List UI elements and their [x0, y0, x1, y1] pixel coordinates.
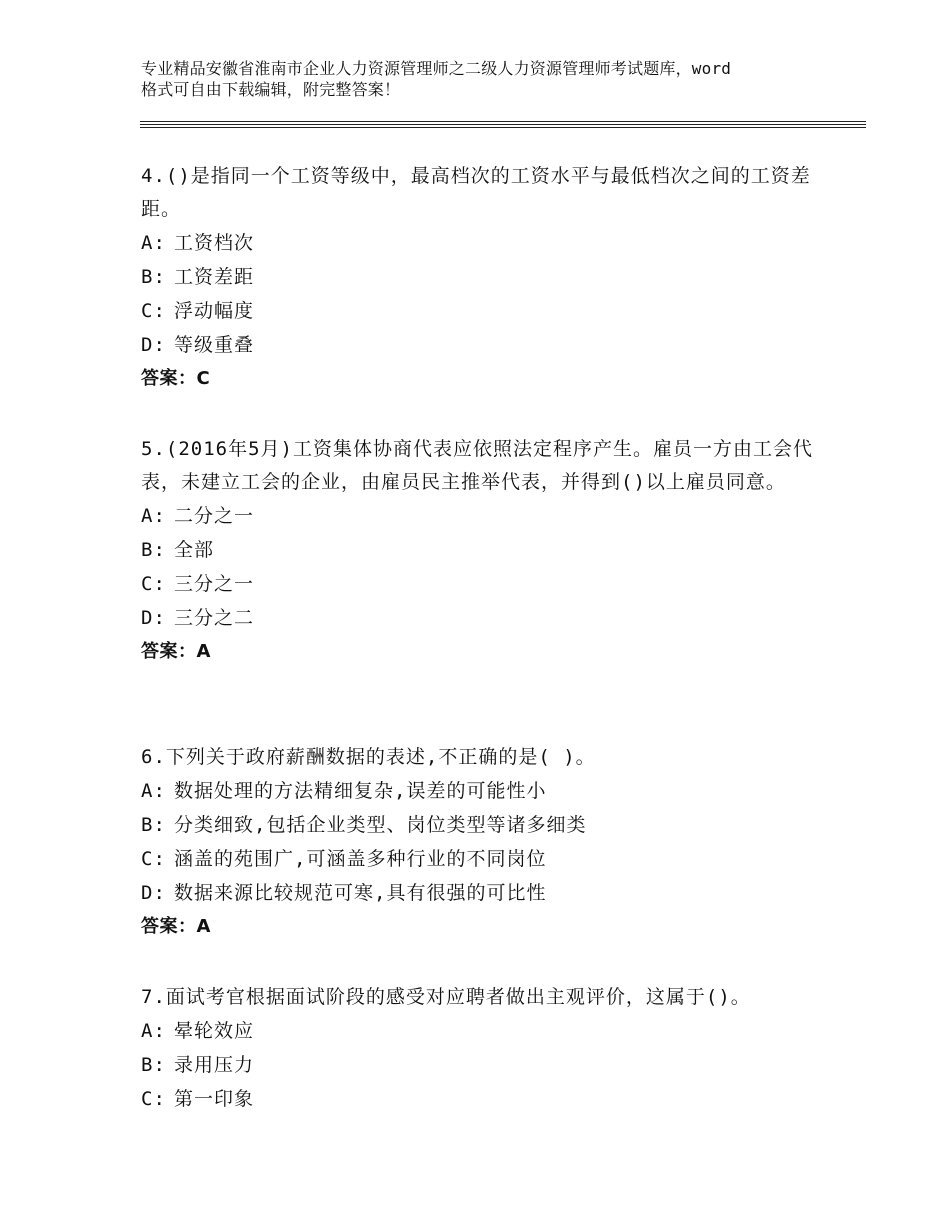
option-c	[141, 294, 821, 328]
option-c	[141, 567, 821, 601]
option-text: 三分之二	[174, 607, 255, 629]
option-text: 全部	[174, 539, 215, 561]
option-d	[141, 601, 821, 635]
option-letter: A:	[141, 232, 166, 254]
question-4	[141, 160, 821, 396]
option-a	[141, 499, 821, 533]
option-letter: C:	[141, 573, 166, 595]
option-letter: A:	[141, 1020, 166, 1042]
option-d	[141, 876, 821, 910]
option-text: 晕轮效应	[174, 1020, 255, 1042]
option-letter: B:	[141, 814, 166, 836]
question-7	[141, 981, 821, 1116]
option-text: 三分之一	[174, 573, 255, 595]
header-divider	[140, 124, 866, 125]
option-text: 分类细致,包括企业类型、岗位类型等诸多细类	[174, 814, 587, 836]
option-text: 涵盖的苑围广,可涵盖多种行业的不同岗位	[174, 848, 547, 870]
header-divider	[140, 127, 866, 128]
question-5	[141, 433, 821, 669]
option-a	[141, 1014, 821, 1048]
option-b	[141, 808, 821, 842]
option-text: 浮动幅度	[174, 300, 255, 322]
question-stem: 5.(2016年5月)工资集体协商代表应依照法定程序产生。雇员一方由工会代表，未建立工会的企业，由雇员民主推举代表，并得到()以上雇员同意。	[141, 438, 813, 493]
option-letter: B:	[141, 266, 166, 288]
option-text: 第一印象	[174, 1088, 255, 1110]
answer-line: 答案：A	[141, 916, 211, 937]
option-b	[141, 533, 821, 567]
option-text: 等级重叠	[174, 334, 255, 356]
document-header	[141, 58, 841, 100]
option-c	[141, 1082, 821, 1116]
option-text: 工资档次	[174, 232, 255, 254]
option-text: 二分之一	[174, 505, 255, 527]
answer-line: 答案：C	[141, 368, 211, 389]
option-letter: D:	[141, 334, 166, 356]
option-a	[141, 226, 821, 260]
option-text: 数据处理的方法精细复杂,误差的可能性小	[174, 780, 547, 802]
option-b	[141, 260, 821, 294]
option-letter: A:	[141, 505, 166, 527]
question-stem: 4.()是指同一个工资等级中，最高档次的工资水平与最低档次之间的工资差距。	[141, 165, 811, 220]
question-6	[141, 741, 821, 944]
option-c	[141, 842, 821, 876]
header-title-line-2: 格式可自由下载编辑，附完整答案！	[141, 80, 401, 99]
option-letter: B:	[141, 539, 166, 561]
option-text: 数据来源比较规范可寒,具有很强的可比性	[174, 882, 547, 904]
option-letter: D:	[141, 607, 166, 629]
option-b	[141, 1048, 821, 1082]
question-stem: 7.面试考官根据面试阶段的感受对应聘者做出主观评价，这属于()。	[141, 986, 751, 1008]
option-a	[141, 774, 821, 808]
option-text: 录用压力	[174, 1054, 255, 1076]
answer-line: 答案：A	[141, 641, 211, 662]
option-letter: C:	[141, 848, 166, 870]
option-letter: C:	[141, 300, 166, 322]
option-letter: D:	[141, 882, 166, 904]
option-d	[141, 328, 821, 362]
header-title-line-1: 专业精品安徽省淮南市企业人力资源管理师之二级人力资源管理师考试题库，word	[141, 59, 732, 78]
option-letter: C:	[141, 1088, 166, 1110]
option-letter: B:	[141, 1054, 166, 1076]
option-text: 工资差距	[174, 266, 255, 288]
header-divider	[140, 121, 866, 122]
option-letter: A:	[141, 780, 166, 802]
question-stem: 6.下列关于政府薪酬数据的表述,不正确的是( )。	[141, 746, 596, 768]
